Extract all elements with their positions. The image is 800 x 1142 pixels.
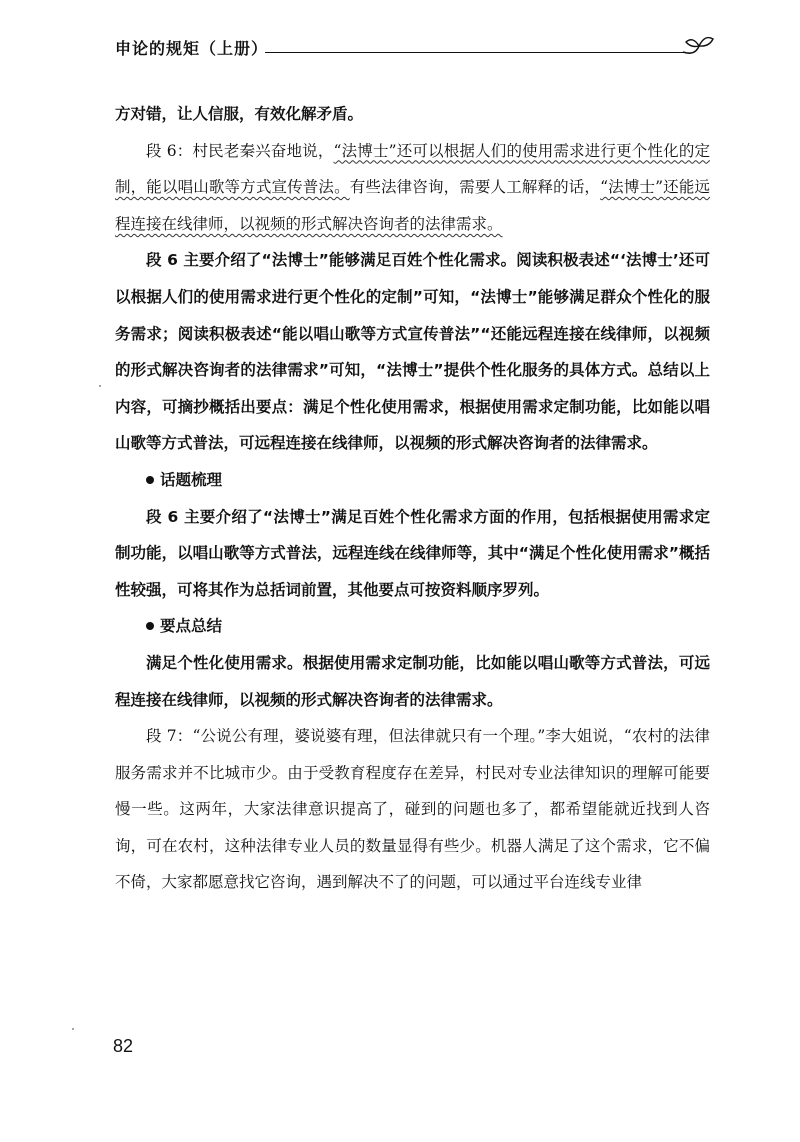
topic-paragraph: 段 6 主要介绍了“法博士”满足百姓个性化需求方面的作用，包括根据使用需求定制功能，以唱山歌等方式普法，远程连线在线律师等，其中“满足个性化使用需求”概括性较强，可将其作为总括词前置，其他要点可按资料顺序罗列。 [115,507,710,599]
analysis-paragraph: 段 6 主要介绍了“法博士”能够满足百姓个性化需求。阅读积极表述“‘法博士’还可以根据人们的使用需求进行更个性化的定制”可知，“法博士”能够满足群众个性化的服务需求；阅读积极表述“能以唱山歌等方式宣传普法”“还能远程连接在线律师，以视频的形式解决咨询者的法律需求”可知，“法博士”提供个性化服务的具体方式。总结以上内容，可摘抄概括出要点：满足个性化使用需求，根据使用需求定制功能，比如能以唱山歌等方式普法，可远程连接在线律师，以视频的形式解决咨询者的法律需求。 [115,251,710,453]
para6-middle: 有些法律咨询，需要人工解释的话， [349,178,601,197]
summary-paragraph: 满足个性化使用需求。根据使用需求定制功能，比如能以唱山歌等方式普法，可远程连接在线律师，以视频的形式解决咨询者的法律需求。 [115,653,710,709]
para6-underlined-2: “法博士”还能远程连接在线律师，以视频的形式解决咨询者的法律需求。 [115,178,710,233]
page-number: 82 [113,1036,134,1056]
para6-underlined-1: “法博士”还可以根据人们的使用需求进行更个性化的定制，能以唱山歌等方式宣传普法。 [115,141,710,197]
bullet-dot-icon [146,476,154,484]
intro-line: 方对错，让人信服，有效化解矛盾。 [115,105,364,123]
header-rule [265,52,685,53]
source-paragraph-7: 段 7：“公说公有理，婆说婆有理，但法律就只有一个理。”李大姐说，“农村的法律服务需求并不比城市少。由于受教育程度存在差异，村民对专业法律知识的理解可能要慢一些。这两年，大家法律意识提高了，碰到的问题也多了，都希望能就近找到人咨询，可在农村，这种法律专业人员的数量显得有些少。机器人满足了这个需求，它不偏不倚，大家都愿意找它咨询，遇到解决不了的问题，可以通过平台连线专业律 [115,727,710,892]
source-paragraph-6 [115,133,710,243]
bullet-keypoints-label: 要点总结 [160,617,223,636]
bullet-topic-sorting [115,462,710,499]
para6-lead: 段 6：村民老秦兴奋地说， [146,141,334,160]
bullet-dot-icon [146,622,154,630]
sprout-icon [681,34,715,60]
book-title: 申论的规矩（上册） [115,39,269,58]
scan-speck [99,385,101,387]
page-body [115,96,710,901]
scan-speck [72,1028,74,1030]
bullet-topic-label: 话题梳理 [160,470,223,489]
running-header [115,34,715,64]
bullet-key-points [115,608,710,645]
